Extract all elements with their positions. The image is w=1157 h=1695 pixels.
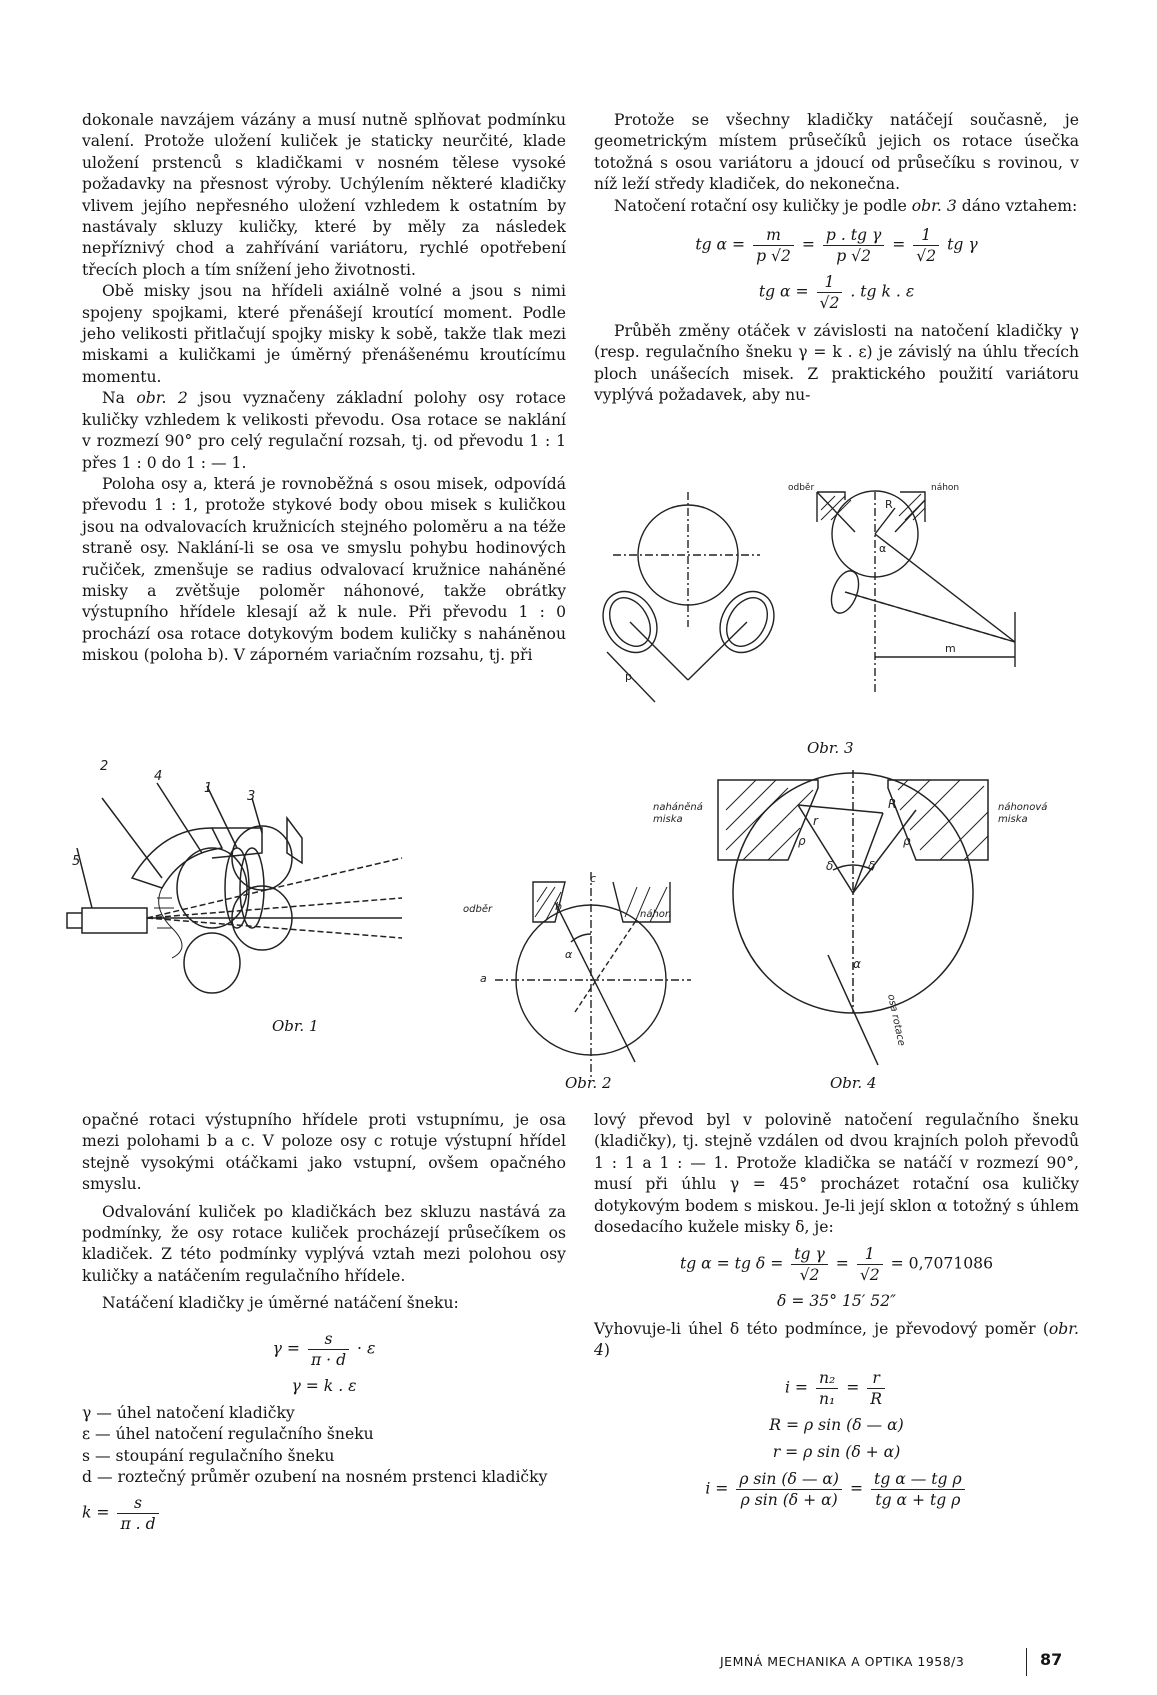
- paragraph: Natočení rotační osy kuličky je podle obr. 3 dáno vztahem:: [614, 196, 1078, 215]
- equation: δ = 35° 15′ 52″: [777, 1292, 896, 1311]
- figure-ref: obr. 3: [911, 196, 957, 215]
- figure-1: [62, 758, 407, 1028]
- definition-list: [82, 1403, 566, 1489]
- right-column-bottom: [594, 1110, 1079, 1516]
- figure-3: [595, 483, 1065, 732]
- paragraph: Natáčení kladičky je úměrné natáčení šneku:: [102, 1294, 459, 1313]
- label: 2: [100, 759, 109, 774]
- label: c: [590, 872, 597, 885]
- equation: R = ρ sin (δ — α): [769, 1415, 904, 1434]
- equation: k = $\frac{s}{\pi . d}$: [82, 1493, 566, 1534]
- label: 1: [204, 781, 213, 796]
- paragraph: Protože se všechny kladičky natáčejí současně, je geometrickým místem průsečíků jejich os rotace úsečka totožná s osou variátoru a jdoucí od průsečíku s rovinou, v níž leží středy kladiček, do nekonečna.: [594, 111, 1079, 194]
- journal-footer: JEMNÁ MECHANIKA A OPTIKA 1958/3: [720, 1654, 965, 1669]
- label: a: [480, 972, 487, 985]
- label: náhonová: [998, 802, 1048, 813]
- figure-1-caption: Obr. 1: [272, 1017, 319, 1035]
- definition-item: ε — úhel natočení regulačního šneku: [82, 1425, 374, 1444]
- left-column-bottom: [82, 1110, 566, 1540]
- figure-4: [648, 770, 1078, 1070]
- paragraph: Obě misky jsou na hřídeli axiálně volné a jsou s nimi spojeny spojkami, které přenášejí kroutící moment. Podle jeho velikosti přitlačují spojky misky k sobě, takže tlak mezi miskami a kuličkami je úměrný přenášenému kroutícímu momentu.: [82, 282, 566, 386]
- label: miska: [653, 814, 683, 825]
- label: 4: [154, 769, 163, 784]
- paragraph: Vyhovuje-li úhel δ této podmínce, je převodový poměr (obr. 4): [594, 1319, 1079, 1360]
- footer-divider: [1026, 1648, 1027, 1676]
- figure-2-caption: Obr. 2: [565, 1074, 612, 1092]
- label: naháněná: [653, 802, 703, 813]
- paragraph: Poloha osy a, která je rovnoběžná s osou misek, odpovídá převodu 1 : 1, protože stykové body obou misek s kuličkou jsou na odvalovacích kružnicích stejného poloměru a na téže straně osy. Naklání-li se osa ve smyslu pohybu hodinových ručiček, zmenšuje se radius odvalovací kružnice naháněné misky a zvětšuje poloměr náhonové, takže obrátky výstupního hřídele klesají až k nule. Při převodu 1 : 0 prochází osa rotace dotykovým bodem kuličky s naháněnou miskou (poloha b). V záporném variačním rozsahu, tj. při: [82, 474, 566, 665]
- label: odběr: [788, 483, 815, 493]
- label: δ: [868, 859, 876, 873]
- equation: tg α = $\frac{1}{√2}$ . tg k . ε: [758, 273, 915, 313]
- equation: r = ρ sin (δ + α): [772, 1443, 901, 1462]
- label: náhon: [931, 483, 960, 493]
- label: r: [813, 814, 818, 828]
- label: b: [555, 900, 562, 913]
- label: R: [885, 498, 893, 511]
- paragraph: Průběh změny otáček v závislosti na natočení kladičky γ (resp. regulačního šneku γ = k . ε) je závislý na úhlu třecích ploch unášecích misek. Z praktického použití variátoru vyplývá požadavek, aby nu-: [594, 322, 1079, 405]
- label: ρ: [903, 834, 911, 848]
- label: δ: [826, 859, 834, 873]
- definition-item: γ — úhel natočení kladičky: [82, 1404, 295, 1423]
- figure-3-caption: Obr. 3: [807, 739, 854, 757]
- label: R: [888, 797, 897, 811]
- label: odběr: [463, 904, 493, 915]
- definition-item: s — stoupání regulačního šneku: [82, 1446, 335, 1465]
- equation: tg α = tg δ = $\frac{\text{tg γ}}{√2}$ = $\frac{1}{√2}$ = 0,7071086: [679, 1245, 994, 1285]
- label: p: [625, 670, 632, 683]
- label: miska: [998, 814, 1028, 825]
- paragraph: opačné rotaci výstupního hřídele proti vstupnímu, je osa mezi polohami b a c. V poloze osy c rotuje výstupní hřídel stejně vysokými otáčkami jako vstupní, ovšem opačného smyslu.: [82, 1111, 566, 1194]
- right-column-top: [594, 110, 1079, 407]
- label: 5: [72, 854, 81, 869]
- label: ρ: [798, 834, 806, 848]
- paragraph: dokonale navzájem vázány a musí nutně splňovat podmínku valení. Protože uložení kuliček je staticky neurčité, klade uložení prstenců s kladičkami v nosném tělese vysoké požadavky na přesnost výroby. Uchýlením některé kladičky vlivem jejího nepřesného uložení vzhledem k ostatním by nastávaly skluzy kuličky, které by měly za následek nepříznivý chod a zahřívání variátoru, rychlé opotřebení třecích ploch a tím snížení jeho životnosti.: [82, 111, 566, 279]
- figure-ref: obr. 2: [136, 389, 188, 408]
- label: osa rotace: [885, 993, 907, 1048]
- label: 3: [247, 789, 256, 804]
- label: α: [853, 957, 861, 971]
- equation: tg α = $\frac{m}{p √2}$ = $\frac{\text{p . tg γ}}{p √2}$ = $\frac{1}{√2}$ tg γ: [695, 226, 978, 266]
- paragraph: Na obr. 2 jsou vyznačeny základní polohy osy rotace kuličky vzhledem k velikosti převodu. Osa rotace se naklání v rozmezí 90° pro celý regulační rozsah, tj. od převodu 1 : 1 přes 1 : 0 do 1 : — 1.: [82, 389, 566, 472]
- label: náhon: [640, 909, 672, 920]
- equation: i = $\frac{\text{ρ sin (δ — α)}}{\text{ρ sin (δ + α)}}$ = $\frac{\text{tg α — tg ρ}}{\text{tg α + tg ρ}}$: [594, 1469, 1079, 1510]
- paragraph: Odvalování kuliček po kladičkách bez skluzu nastává za podmínky, že osy rotace kuliček procházejí průsečíkem os kladiček. Z této podmínky vyplývá vztah mezi polohou osy kuličky a natáčením regulačního hřídele.: [82, 1202, 566, 1285]
- label: m: [945, 642, 956, 655]
- left-column-top: [82, 110, 566, 667]
- equation: γ = k . ε: [291, 1376, 357, 1395]
- label: α: [879, 542, 887, 555]
- label: α: [565, 948, 573, 961]
- equation: γ = $\frac{s}{\pi \cdot d}$ · ε: [272, 1329, 376, 1369]
- page-number: 87: [1040, 1650, 1063, 1669]
- figure-ref: obr. 4: [594, 1319, 1079, 1360]
- equation: i = $\frac{\text{n₂}}{\text{n₁}}$ = $\frac{r}{R}$: [594, 1368, 1079, 1409]
- definition-item: d — roztečný průměr ozubení na nosném prstenci kladičky: [82, 1468, 548, 1487]
- figure-4-caption: Obr. 4: [830, 1074, 877, 1092]
- paragraph: lový převod byl v polovině natočení regulačního šneku (kladičky), tj. stejně vzdálen od dvou krajních poloh převodů 1 : 1 a 1 : — 1. Protože kladička se natáčí v rozmezí 90°, musí při úhlu γ = 45° procházet rotační osa kuličky dotykovým bodem s miskou. Je-li její sklon α totožný s úhlem dosedacího kužele misky δ, je:: [594, 1111, 1079, 1237]
